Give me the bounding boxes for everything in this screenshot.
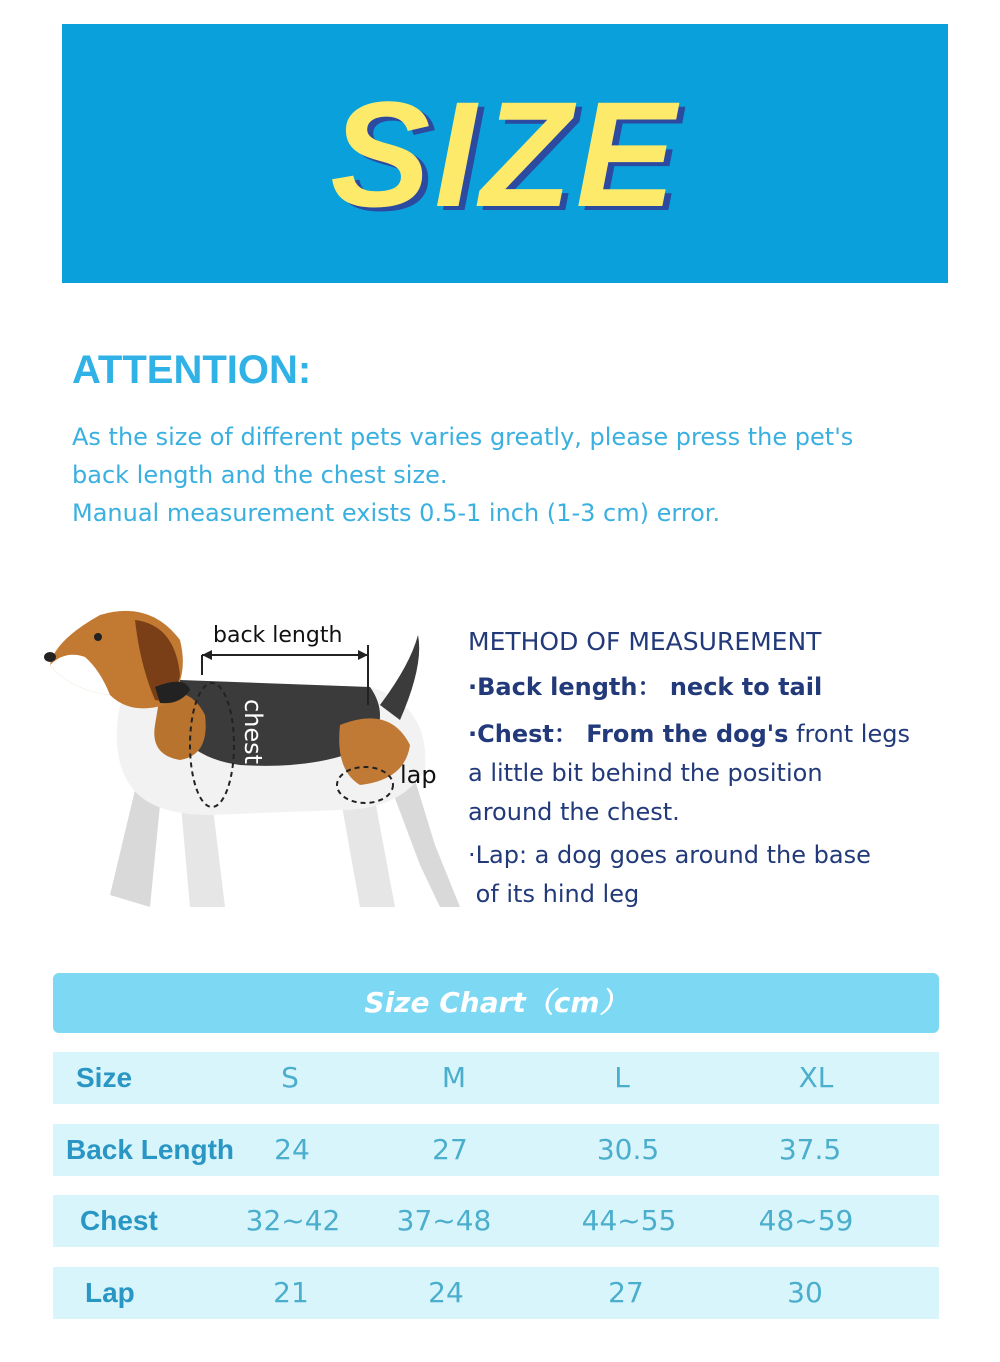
- method-back-label: ·Back length：: [468, 673, 662, 701]
- size-header-row: [53, 1052, 939, 1104]
- table-cell: 24: [428, 1276, 464, 1309]
- method-back-length: [468, 668, 978, 707]
- dog-measurement-illustration: [40, 595, 460, 925]
- table-cell: 24: [274, 1133, 310, 1166]
- table-cell: 30.5: [596, 1133, 660, 1166]
- attention-title: ATTENTION:: [72, 348, 312, 392]
- size-cell: XL: [798, 1061, 834, 1094]
- row-label: Chest: [80, 1205, 158, 1236]
- size-cell: M: [441, 1061, 467, 1094]
- attention-line: Manual measurement exists 0.5-1 inch (1-3 cm) error.: [72, 499, 721, 527]
- method-chest-line2: a little bit behind the position: [468, 759, 823, 787]
- method-lap-line2: of its hind leg: [468, 880, 640, 908]
- method-chest-label: ·Chest：: [468, 720, 578, 748]
- table-cell: 32~42: [245, 1204, 341, 1237]
- method-chest-line3: around the chest.: [468, 798, 680, 826]
- size-chart-title: Size Chart（cm）: [53, 973, 939, 1033]
- back-length-row: [53, 1124, 939, 1176]
- row-label: Lap: [85, 1277, 135, 1308]
- size-cell: L: [614, 1061, 630, 1094]
- method-chest-bold: From the dog's: [577, 720, 789, 748]
- lap-row: [53, 1267, 939, 1319]
- table-cell: 21: [273, 1276, 309, 1309]
- size-cell: S: [281, 1061, 299, 1094]
- method-heading: METHOD OF MEASUREMENT: [468, 627, 822, 656]
- table-cell: 27: [608, 1276, 644, 1309]
- banner-title: SIZE: [330, 70, 680, 238]
- table-cell: 30: [787, 1276, 823, 1309]
- method-chest-text: front legs: [788, 720, 910, 748]
- size-banner: [62, 24, 948, 283]
- table-cell: 48~59: [758, 1204, 854, 1237]
- attention-line: back length and the chest size.: [72, 461, 448, 489]
- method-lap-line1: ·Lap: a dog goes around the base: [468, 841, 871, 869]
- lap-label: lap: [400, 761, 437, 789]
- table-cell: 37.5: [778, 1133, 842, 1166]
- attention-text: [72, 418, 952, 532]
- back-length-label: back length: [213, 623, 343, 648]
- measurement-method: [468, 622, 978, 914]
- row-label: Back Length: [66, 1134, 235, 1165]
- row-label: Size: [76, 1062, 133, 1093]
- chest-row: [53, 1195, 939, 1247]
- method-chest: [468, 715, 978, 754]
- table-cell: 44~55: [581, 1204, 677, 1237]
- attention-line: As the size of different pets varies greatly, please press the pet's: [72, 423, 854, 451]
- table-cell: 37~48: [396, 1204, 492, 1237]
- method-back-text: neck to tail: [661, 673, 823, 701]
- chest-label: chest: [239, 699, 267, 765]
- table-cell: 27: [432, 1133, 468, 1166]
